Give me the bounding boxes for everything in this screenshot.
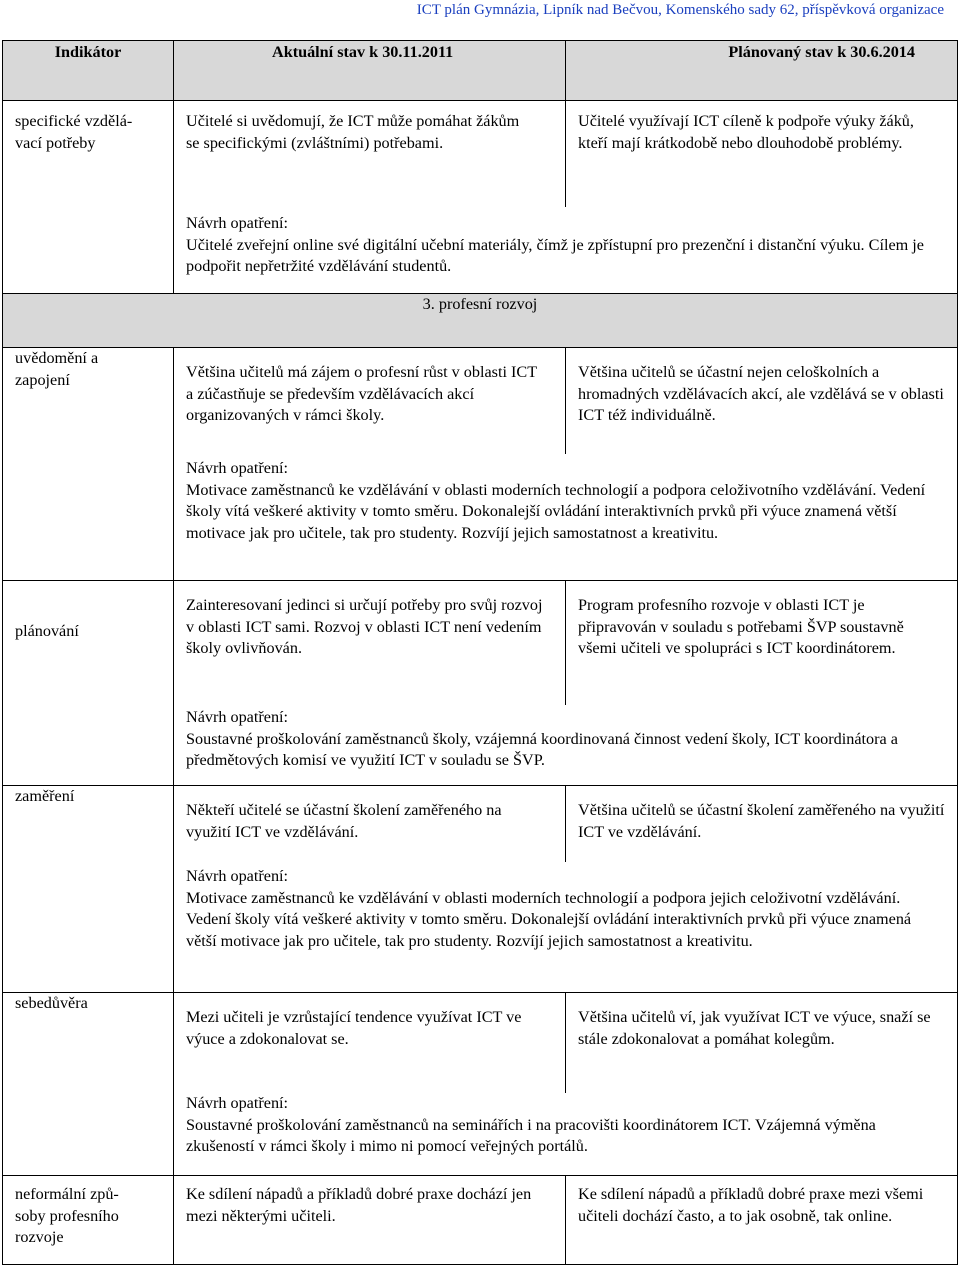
row-label <box>3 348 174 581</box>
planned-state-text: Většina učitelů se účastní školení zaměřeného na využití ICT ve vzdělávání. <box>578 801 945 841</box>
row-label <box>3 101 174 294</box>
table-row <box>3 993 958 1094</box>
current-state-cell <box>174 581 566 706</box>
planned-state-cell <box>566 348 958 455</box>
row-label-line: uvědomění a <box>15 349 99 367</box>
table-row <box>3 101 958 208</box>
current-state-text: Zainteresovaní jedinci si určují potřeby pro svůj rozvoj v oblasti ICT sami. Rozvoj v oblasti ICT není vedením školy ovlivňován. <box>186 596 543 657</box>
measure-text: Motivace zaměstnanců ke vzdělávání v oblasti moderních technologií a podpora celoživotního vzdělávání. Vedení školy vítá veškeré aktivity v tomto směru. Dokonalejší ovládání interaktivních prvků při výuce znamená větší motivace jak pro učitele, tak pro studenty. Rozvíjí jejich samostatnost a kreativitu. <box>186 480 926 542</box>
planned-state-cell <box>566 581 958 706</box>
current-state-cell <box>174 101 566 208</box>
current-state-text: Většina učitelů má zájem o profesní růst v oblasti ICT a zúčastňuje se především vzdělávacích akcí organizovaných v rámci školy. <box>186 363 537 424</box>
measure-heading: Návrh opatření: <box>186 867 289 885</box>
row-label-line: zapojení <box>15 370 70 389</box>
current-state-text: Mezi učiteli je vzrůstající tendence využívat ICT ve výuce a zdokonalovat se. <box>186 1008 522 1048</box>
row-label-line: plánování <box>15 622 79 640</box>
measure-heading: Návrh opatření: <box>186 708 289 726</box>
current-state-cell <box>174 348 566 455</box>
section-row <box>3 294 958 348</box>
measure-cell <box>174 862 958 993</box>
row-label <box>3 1176 174 1265</box>
row-label <box>3 581 174 786</box>
table-row <box>3 786 958 863</box>
measure-cell <box>174 454 958 581</box>
row-label-line: rozvoje <box>15 1228 64 1246</box>
column-header-indikator: Indikátor <box>3 41 174 101</box>
measure-heading: Návrh opatření: <box>186 459 289 477</box>
planned-state-cell <box>566 101 958 208</box>
current-state-cell <box>174 993 566 1094</box>
row-label-line: specifické vzdělá- <box>15 112 133 130</box>
current-state-text: Ke sdílení nápadů a příkladů dobré praxe dochází jen mezi některými učiteli. <box>186 1185 532 1225</box>
table-row <box>3 348 958 455</box>
measure-text: Učitelé zveřejní online své digitální učební materiály, čímž je zpřístupní pro prezenční i distanční výuku. Cílem je podpořit nepřetržité vzdělávání studentů. <box>186 235 924 275</box>
planned-state-text: Většina učitelů se účastní nejen celoškolních a hromadných vzdělávacích akcí, ale vzdělává se v oblasti ICT též individuálně. <box>578 363 944 424</box>
row-label <box>3 786 174 993</box>
table-row <box>3 1176 958 1265</box>
planned-state-cell <box>566 1176 958 1265</box>
row-label-line: soby profesního <box>15 1206 119 1225</box>
measure-heading: Návrh opatření: <box>186 1094 289 1112</box>
section-title: 3. profesní rozvoj <box>3 294 958 348</box>
current-state-text: Učitelé si uvědomují, že ICT může pomáhat žákům se specifickými (zvláštními) potřebami. <box>186 112 520 152</box>
measure-cell <box>174 705 958 786</box>
row-label <box>3 993 174 1176</box>
table-row <box>3 581 958 706</box>
planned-state-cell <box>566 786 958 863</box>
planned-state-text: Učitelé využívají ICT cíleně k podpoře výuky žáků, kteří mají krátkodobě nebo dlouhodobě problémy. <box>578 112 914 152</box>
planned-state-cell <box>566 993 958 1094</box>
planned-state-text: Program profesního rozvoje v oblasti ICT je připravován v souladu s potřebami ŠVP soustavně všemi učiteli ve spolupráci s ICT koordinátorem. <box>578 596 904 657</box>
row-label-line: neformální způ- <box>15 1185 119 1203</box>
current-state-cell <box>174 1176 566 1265</box>
document-header: ICT plán Gymnázia, Lipník nad Bečvou, Komenského sady 62, příspěvková organizace <box>416 2 944 18</box>
ict-plan-table <box>2 40 958 1265</box>
measure-text: Soustavné proškolování zaměstnanců školy, vzájemná koordinovaná činnost vedení školy, ICT koordinátora a předmětových komisí ve využití ICT v souladu se ŠVP. <box>186 729 898 769</box>
row-label-line: sebedůvěra <box>15 994 88 1012</box>
measure-text: Soustavné proškolování zaměstnanců na seminářích i na pracovišti koordinátorem ICT. Vzájemná výměna zkušeností v rámci školy i mimo ni pomocí veřejných portálů. <box>186 1115 876 1155</box>
current-state-cell <box>174 786 566 863</box>
measure-heading: Návrh opatření: <box>186 214 289 232</box>
measure-text: Motivace zaměstnanců ke vzdělávání v oblasti moderních technologií a podpora jejich celoživotní vzdělávání. Vedení školy vítá veškeré aktivity v tomto směru. Dokonalejší ovládání interaktivních prvků při výuce znamená větší motivace jak pro učitele, tak pro studenty. Rozvíjí jejich samostatnost a kreativitu. <box>186 888 912 950</box>
current-state-text: Někteří učitelé se účastní školení zaměřeného na využití ICT ve vzdělávání. <box>186 801 502 841</box>
row-label-line: vací potřeby <box>15 133 96 152</box>
column-header-aktualni: Aktuální stav k 30.11.2011 <box>174 41 566 101</box>
measure-cell <box>174 1093 958 1176</box>
planned-state-text: Ke sdílení nápadů a příkladů dobré praxe mezi všemi učiteli dochází často, a to jak osobně, tak online. <box>578 1185 924 1225</box>
planned-state-text: Většina učitelů ví, jak využívat ICT ve výuce, snaží se stále zdokonalovat a pomáhat kolegům. <box>578 1008 931 1048</box>
table-header-row <box>3 41 958 101</box>
measure-cell <box>174 207 958 294</box>
column-header-planovany: Plánovaný stav k 30.6.2014 <box>566 41 958 101</box>
row-label-line: zaměření <box>15 787 75 805</box>
